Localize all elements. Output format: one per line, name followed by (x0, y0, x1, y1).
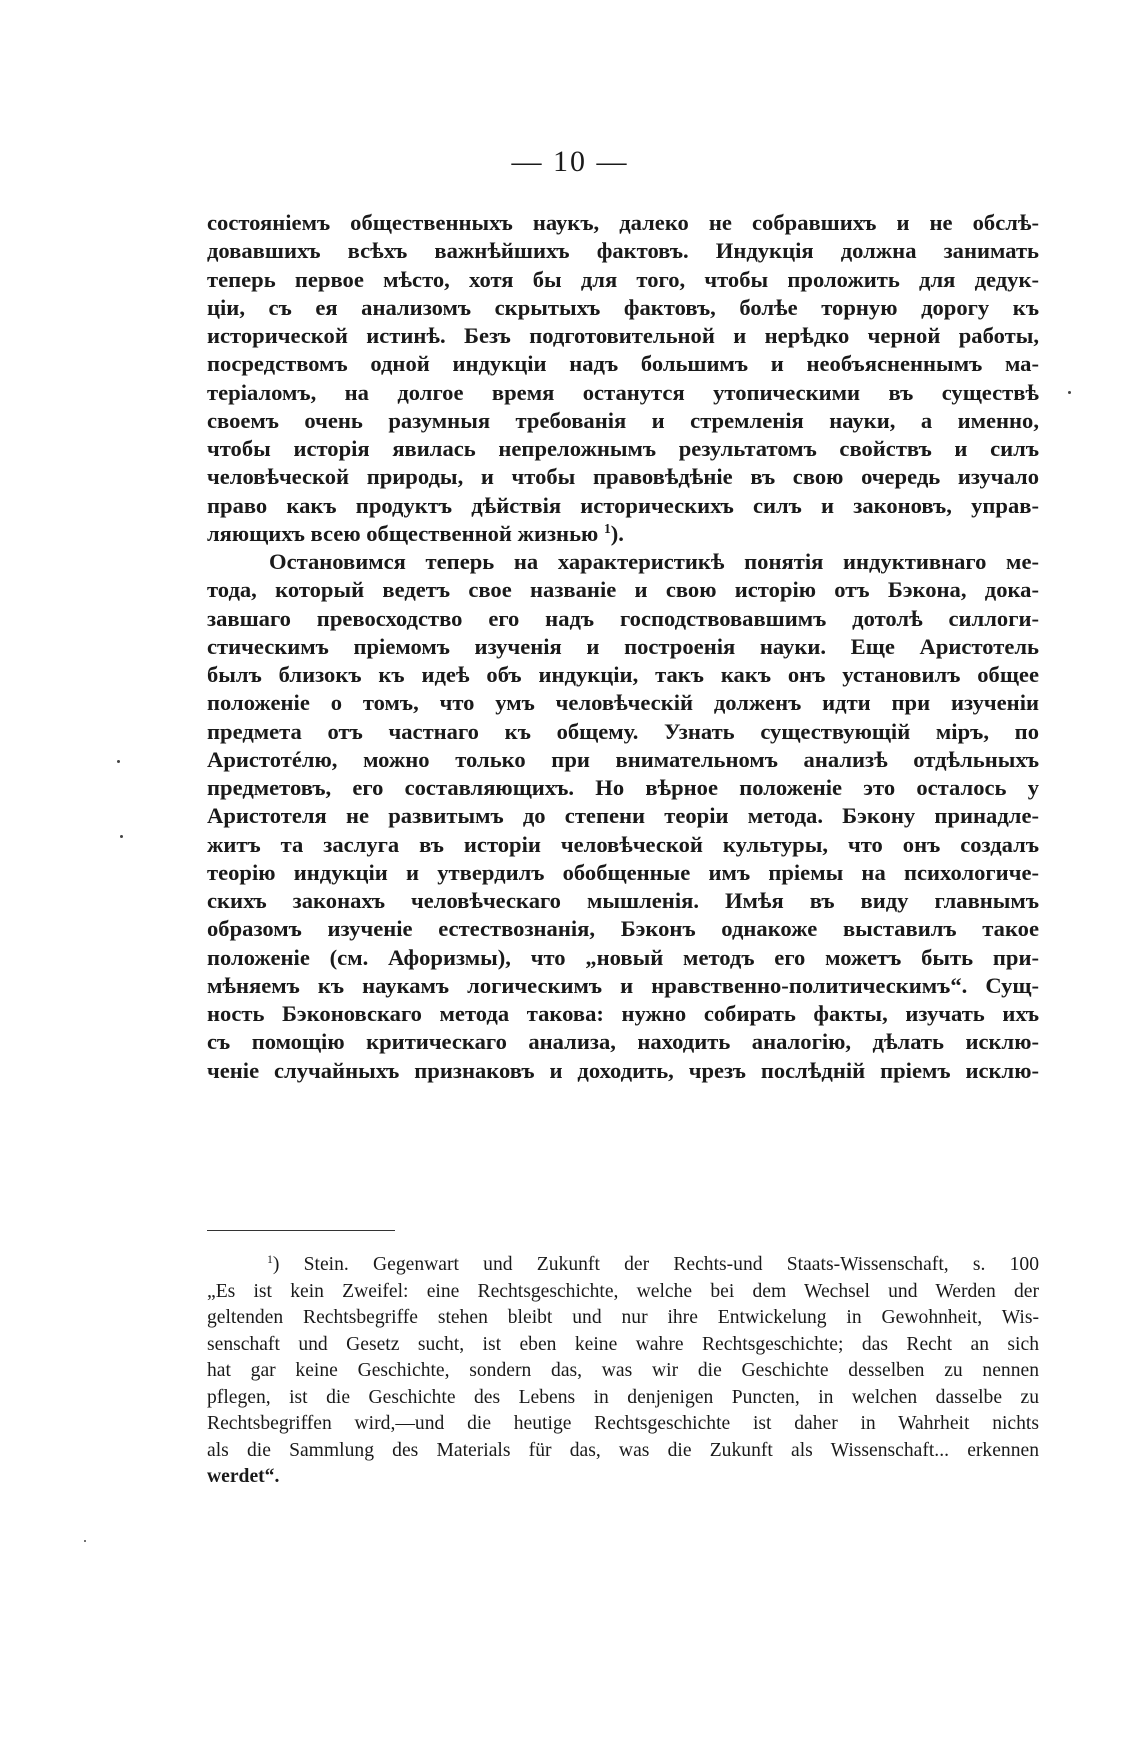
body-line: скихъ законахъ человѣческаго мышленія. Имѣя въ виду главнымъ (207, 888, 1039, 913)
footnote-marker-suffix: ) (272, 1254, 280, 1275)
body-line: ченіе случайныхъ признаковъ и доходить, чрезъ послѣдній пріемъ исклю- (207, 1057, 1039, 1083)
body-line: состояніемъ общественныхъ наукъ, далеко не собравшихъ и не обслѣ- (207, 210, 1039, 235)
body-line: право какъ продуктъ дѣйствія историческихъ силъ и законовъ, управ- (207, 492, 1039, 518)
footnote-divider (207, 1230, 395, 1231)
body-line: предмета отъ частнаго къ общему. Узнать существующій міръ, по (207, 718, 1039, 744)
scan-speck (84, 1540, 86, 1542)
body-line: ность Бэконовскаго метода такова: нужно собирать факты, изучать ихъ (207, 1001, 1039, 1026)
scan-speck (120, 835, 123, 838)
footnote-line: geltenden Rechtsbegriffe stehen bleibt und nur ihre Entwickelung in Gewohnheit, Wis- (207, 1307, 1039, 1328)
body-line-with-footnote-ref (207, 520, 1039, 548)
footnote-line: hat gar keine Geschichte, sondern das, was wir die Geschichte desselben zu nennen (207, 1360, 1039, 1381)
body-line: посредствомъ одной индукціи надъ большимъ и необъясненнымъ ма- (207, 351, 1039, 377)
footnote-line: „Es ist kein Zweifel: eine Rechtsgeschichte, welche bei dem Wechsel und Werden der (207, 1280, 1039, 1302)
body-line: житъ та заслуга въ исторіи человѣческой культуры, что онъ создалъ (207, 831, 1039, 857)
page-number: — 10 — (511, 145, 629, 178)
footnote-citation: Stein. Gegenwart und Zukunft der Rechts-und Staats-Wissenschaft, s. 100 (303, 1254, 1039, 1275)
body-line: мѣняемъ къ наукамъ логическимъ и нравственно-политическимъ“. Сущ- (207, 972, 1039, 998)
body-text (207, 209, 1039, 1085)
body-line: завшаго превосходство его надъ господствовавшимъ дотолѣ силлоги- (207, 605, 1039, 631)
body-line: чтобы исторія явилась непреложнымъ результатомъ свойствъ и силъ (207, 436, 1039, 461)
footnote-line: senschaft und Gesetz sucht, ist eben keine wahre Rechtsgeschichte; das Recht an sich (207, 1333, 1039, 1355)
footnote-reference-suffix: ). (610, 520, 624, 546)
body-line: тода, который ведетъ свое названіе и свою исторію отъ Бэкона, дока- (207, 577, 1039, 603)
body-line: исторической истинѣ. Безъ подготовительной и нерѣдко черной работы, (207, 323, 1039, 348)
body-line: положеніе (см. Афоризмы), что „новый методъ его можетъ быть при- (207, 944, 1039, 970)
body-line: теорію индукціи и утвердилъ обобщенные имъ пріемы на психологичe- (207, 859, 1039, 885)
footnote-marker: 1 (267, 1252, 273, 1266)
body-line: стическимъ пріемомъ изученія и построенія науки. Еще Аристотель (207, 633, 1039, 659)
body-line-text: ляющихъ всею общественной жизнью (207, 520, 599, 546)
footnote-line: pflegen, ist die Geschichte des Lebens in denjenigen Puncten, in welchen dasselbe zu (207, 1386, 1039, 1408)
body-line: теперь первое мѣсто, хотя бы для того, чтобы проложить для дедук- (207, 266, 1039, 292)
footnote-reference: 1 (603, 520, 611, 536)
body-line: человѣческой природы, и чтобы правовѣдѣніе въ свою очередь изучало (207, 464, 1039, 490)
body-line: довавшихъ всѣхъ важнѣйшихъ фактовъ. Индукція должна занимать (207, 238, 1039, 264)
body-line: Аристотеля не развитымъ до степени теоріи метода. Бэкону принадле- (207, 803, 1039, 829)
body-line: образомъ изученіе естествознанія, Бэконъ однакоже выставилъ такое (207, 916, 1039, 942)
body-line: съ помощію критическаго анализа, находить аналогію, дѣлать исклю- (207, 1029, 1039, 1055)
body-line: положеніе о томъ, что умъ человѣческій долженъ идти при изученіи (207, 690, 1039, 716)
footnote-first-line (207, 1252, 1039, 1279)
body-line: былъ близокъ къ идеѣ объ индукціи, такъ какъ онъ установилъ общее (207, 662, 1039, 687)
paragraph-first-line: Остановимся теперь на характеристикѣ понятія индуктивнаго ме- (269, 549, 1039, 574)
body-line: предметовъ, его составляющихъ. Но вѣрное положеніе это осталось у (207, 775, 1039, 800)
body-line: теріаломъ, на долгое время останутся утопическими въ существѣ (207, 379, 1039, 405)
scan-speck (1068, 391, 1071, 394)
footnote-line: Rechtsbegriffen wird,—und die heutige Rechtsgeschichte ist daher in Wahrheit nichts (207, 1413, 1039, 1434)
footnote-line: werdet“. (207, 1466, 280, 1487)
footnote (207, 1252, 1039, 1491)
body-line: ціи, съ ея анализомъ скрытыхъ фактовъ, болѣе торную дорогу къ (207, 294, 1039, 320)
body-line: своемъ очень разумныя требованія и стремленія науки, а именно, (207, 407, 1039, 433)
footnote-line: als die Sammlung des Materials für das, was die Zukunft als Wissenschaft... erkennen (207, 1439, 1039, 1461)
scan-speck (117, 760, 120, 763)
body-line: Аристотéлю, можно только при внимательномъ анализѣ отдѣльныхъ (207, 746, 1039, 772)
